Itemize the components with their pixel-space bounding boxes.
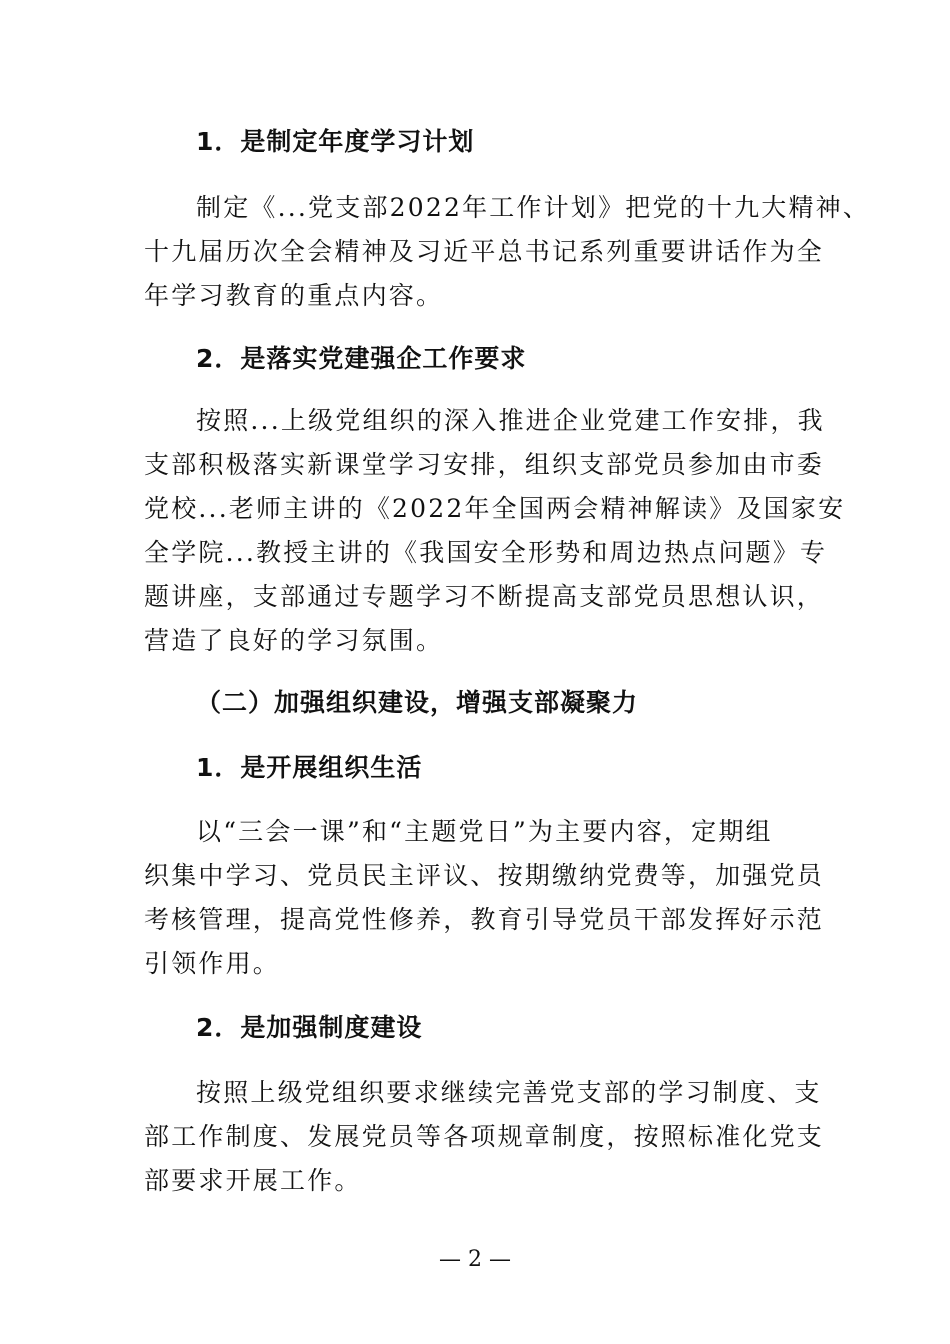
paragraph-line: 营造了良好的学习氛围。 [144, 626, 444, 655]
section-heading: 2．是加强制度建设 [196, 1013, 423, 1042]
section-heading: 1．是开展组织生活 [196, 753, 423, 782]
paragraph-line: 引领作用。 [144, 949, 281, 978]
section-heading: 1．是制定年度学习计划 [196, 127, 475, 156]
paragraph-line: 制定《...党支部2022年工作计划》把党的十九大精神、 [196, 193, 871, 222]
paragraph-line: 部要求开展工作。 [144, 1166, 362, 1195]
paragraph-line: 支部积极落实新课堂学习安排，组织支部党员参加由市委 [144, 450, 825, 479]
paragraph-line: 部工作制度、发展党员等各项规章制度，按照标准化党支 [144, 1122, 825, 1151]
paragraph-line: 题讲座，支部通过专题学习不断提高支部党员思想认识， [144, 582, 825, 611]
paragraph-line: 以“三会一课”和“主题党日”为主要内容，定期组 [196, 817, 773, 846]
paragraph-line: 按照...上级党组织的深入推进企业党建工作安排，我 [196, 406, 825, 435]
section-heading: 2．是落实党建强企工作要求 [196, 344, 527, 373]
paragraph-line: 织集中学习、党员民主评议、按期缴纳党费等，加强党员 [144, 861, 825, 890]
page-number: — 2 — [439, 1247, 511, 1272]
paragraph-line: 按照上级党组织要求继续完善党支部的学习制度、支 [196, 1078, 822, 1107]
paragraph-line: 全学院...教授主讲的《我国安全形势和周边热点问题》专 [144, 538, 828, 567]
paragraph-line: 年学习教育的重点内容。 [144, 281, 444, 310]
paragraph-line: 考核管理，提高党性修养，教育引导党员干部发挥好示范 [144, 905, 825, 934]
paragraph-line: 党校...老师主讲的《2022年全国两会精神解读》及国家安 [144, 494, 846, 523]
section-heading: （二）加强组织建设，增强支部凝聚力 [196, 688, 639, 717]
paragraph-line: 十九届历次全会精神及习近平总书记系列重要讲话作为全 [144, 237, 825, 266]
